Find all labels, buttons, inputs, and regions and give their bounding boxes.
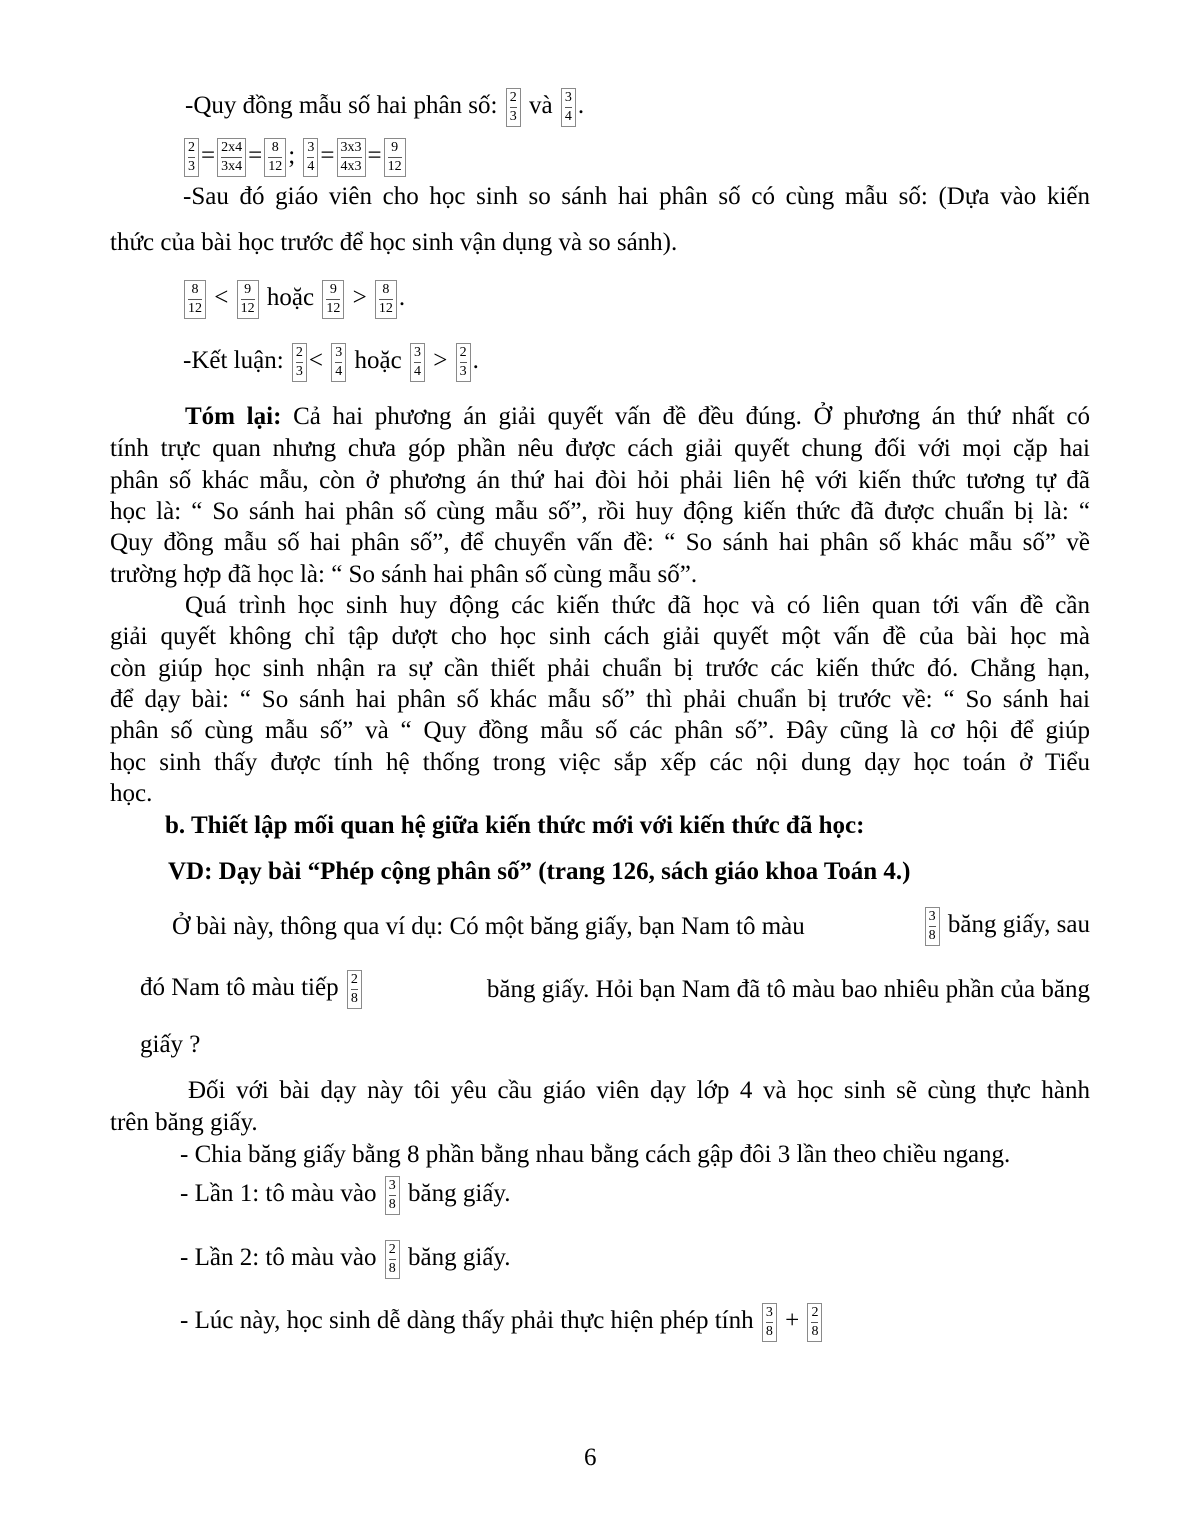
numerator: 3 bbox=[565, 89, 572, 108]
paragraph-line: -Sau đó giáo viên cho học sinh so sánh hai phân số có cùng mẫu số: (Dựa vào kiến bbox=[183, 183, 1090, 210]
denominator: 8 bbox=[388, 1261, 396, 1276]
fraction bbox=[264, 138, 286, 177]
numerator: 8 bbox=[268, 139, 282, 158]
greater-than: > bbox=[433, 347, 448, 375]
text: băng giấy. bbox=[407, 1244, 511, 1272]
numerator: 9 bbox=[241, 281, 255, 300]
denominator: 8 bbox=[928, 928, 936, 943]
example-heading: VD: Dạy bài “Phép cộng phân số” (trang 126, sách giáo khoa Toán 4.) bbox=[168, 858, 911, 885]
numerator: 2 bbox=[351, 971, 358, 990]
denominator: 4 bbox=[413, 364, 421, 379]
paragraph-line: để dạy bài: “ So sánh hai phân số khác mẫu số” thì phải chuẩn bị trước về: “ So sánh hai bbox=[110, 686, 1090, 713]
paragraph-line: Đối với bài dạy này tôi yêu cầu giáo viên dạy lớp 4 và học sinh sẽ cùng thực hành bbox=[188, 1077, 1090, 1104]
fraction bbox=[337, 138, 366, 177]
equals: = bbox=[367, 142, 382, 170]
denominator: 12 bbox=[378, 301, 393, 316]
text: Cả hai phương án giải quyết vấn đề đều đúng. Ở phương án thứ nhất có bbox=[281, 403, 1091, 430]
compare-line bbox=[182, 280, 405, 319]
denominator: 3 bbox=[459, 364, 467, 379]
numerator: 2x4 bbox=[221, 139, 242, 158]
separator: ; bbox=[288, 142, 296, 170]
fraction bbox=[303, 138, 318, 177]
denominator: 8 bbox=[388, 1197, 396, 1212]
page-number: 6 bbox=[584, 1444, 597, 1471]
text: băng giấy. bbox=[407, 1180, 511, 1208]
denominator: 8 bbox=[350, 991, 358, 1006]
denominator: 4x3 bbox=[340, 159, 362, 174]
denominator: 12 bbox=[240, 301, 255, 316]
fraction bbox=[762, 1303, 777, 1342]
paragraph-line: thức của bài học trước để học sinh vận dụng và so sánh). bbox=[110, 229, 678, 256]
text: - Lần 2: tô màu vào bbox=[180, 1244, 377, 1272]
example-line-3: giấy ? bbox=[140, 1031, 201, 1058]
text: Ở bài này, thông qua ví dụ: Có một băng giấy, bạn Nam tô màu bbox=[172, 912, 805, 940]
denominator: 3 bbox=[509, 109, 517, 124]
denominator: 4 bbox=[564, 109, 572, 124]
denominator: 4 bbox=[307, 159, 315, 174]
denominator: 12 bbox=[326, 301, 341, 316]
example-line-2 bbox=[140, 970, 1090, 1009]
numerator: 2 bbox=[460, 344, 467, 363]
denominator: 3 bbox=[188, 159, 195, 174]
conclusion-line bbox=[183, 343, 479, 382]
greater-than: > bbox=[352, 284, 367, 312]
numerator: 8 bbox=[379, 281, 393, 300]
numerator: 3 bbox=[389, 1177, 396, 1196]
paragraph-line: trên băng giấy. bbox=[110, 1109, 258, 1136]
paragraph-line: phân số cùng mẫu số” và “ Quy đồng mẫu số các phân số”. Đây cũng là cơ hội để giúp bbox=[110, 717, 1090, 744]
paragraph-line: còn giúp học sinh nhận ra sự cần thiết phải chuẩn bị trước các kiến thức đó. Chẳng hạn, bbox=[110, 655, 1090, 682]
numerator: 2 bbox=[188, 139, 195, 158]
numerator: 8 bbox=[188, 281, 202, 300]
summary-line: tính trực quan nhưng chưa góp phần nêu được cách giải quyết chung đối với mọi cặp hai bbox=[110, 435, 1090, 462]
summary-line: trường hợp đã học là: “ So sánh hai phân số cùng mẫu số”. bbox=[110, 561, 698, 588]
section-heading: b. Thiết lập mối quan hệ giữa kiến thức mới với kiến thức đã học: bbox=[165, 812, 865, 839]
text: -Quy đồng mẫu số hai phân số: bbox=[185, 92, 498, 120]
text: đó Nam tô màu tiếp bbox=[140, 974, 339, 1002]
text: . bbox=[577, 92, 585, 120]
denominator: 12 bbox=[268, 159, 283, 174]
summary-line: Quy đồng mẫu số hai phân số”, để chuyển vấn đề: “ So sánh hai phân số khác mẫu số” về bbox=[110, 529, 1090, 556]
fraction bbox=[347, 970, 362, 1009]
paragraph-line: học. bbox=[110, 780, 153, 807]
fraction bbox=[456, 343, 471, 382]
fraction bbox=[561, 88, 576, 127]
paragraph-line: học sinh thấy được tính hệ thống trong việc sắp xếp các nội dung dạy học toán ở Tiểu bbox=[110, 749, 1090, 776]
denominator: 12 bbox=[387, 159, 402, 174]
example-line-1 bbox=[172, 907, 1090, 946]
step-2 bbox=[180, 1176, 511, 1215]
denominator: 8 bbox=[765, 1324, 773, 1339]
denominator: 3 bbox=[295, 364, 303, 379]
paragraph-line: giải quyết không chỉ tập dượt cho học sinh cách giải quyết một vấn đề của bài học mà bbox=[110, 623, 1090, 650]
line-quy-dong bbox=[185, 88, 584, 127]
text: - Lúc này, học sinh dễ dàng thấy phải thực hiện phép tính bbox=[180, 1307, 754, 1335]
text: băng giấy. Hỏi bạn Nam đã tô màu bao nhiêu phần của băng bbox=[486, 975, 1090, 1003]
fraction bbox=[375, 280, 397, 319]
text: . bbox=[398, 284, 406, 312]
denominator: 3x4 bbox=[221, 159, 243, 174]
summary-label: Tóm lại: bbox=[185, 403, 282, 430]
text: . bbox=[472, 347, 479, 375]
fraction bbox=[184, 280, 206, 319]
step-4 bbox=[180, 1303, 824, 1342]
less-than: < bbox=[308, 347, 324, 375]
fraction bbox=[331, 343, 346, 382]
numerator: 3 bbox=[766, 1304, 773, 1323]
fraction bbox=[384, 138, 406, 177]
text: - Lần 1: tô màu vào bbox=[180, 1180, 377, 1208]
plus: + bbox=[785, 1307, 800, 1335]
numerator: 3 bbox=[335, 344, 342, 363]
numerator: 3 bbox=[307, 139, 314, 158]
numerator: 2 bbox=[296, 344, 303, 363]
summary-first-line bbox=[185, 402, 1090, 432]
equals: = bbox=[201, 142, 216, 170]
fraction bbox=[385, 1176, 400, 1215]
numerator: 9 bbox=[388, 139, 402, 158]
text: băng giấy, sau bbox=[947, 911, 1090, 939]
denominator: 12 bbox=[188, 301, 202, 316]
text: hoặc bbox=[266, 284, 315, 312]
equation-line bbox=[182, 138, 408, 177]
fraction bbox=[237, 280, 259, 319]
equals: = bbox=[320, 142, 335, 170]
numerator: 3 bbox=[929, 908, 936, 927]
fraction bbox=[385, 1240, 400, 1279]
step-1: - Chia băng giấy bằng 8 phần bằng nhau bằng cách gập đôi 3 lần theo chiều ngang. bbox=[180, 1141, 1011, 1168]
denominator: 4 bbox=[335, 364, 343, 379]
paragraph-line: Quá trình học sinh huy động các kiến thức đã học và có liên quan tới vấn đề cần bbox=[185, 592, 1090, 619]
numerator: 9 bbox=[326, 281, 340, 300]
denominator: 8 bbox=[811, 1324, 819, 1339]
summary-line: phân số khác mẫu, còn ở phương án thứ hai đòi hỏi phải liên hệ với kiến thức tương tự đã bbox=[110, 467, 1090, 494]
numerator: 3 bbox=[414, 344, 421, 363]
numerator: 3x3 bbox=[341, 139, 362, 158]
step-3 bbox=[180, 1240, 511, 1279]
fraction bbox=[925, 907, 940, 946]
numerator: 2 bbox=[811, 1304, 818, 1323]
text: -Kết luận: bbox=[183, 347, 284, 375]
text: hoặc bbox=[354, 347, 402, 375]
fraction bbox=[506, 88, 521, 127]
fraction bbox=[217, 138, 246, 177]
text: và bbox=[528, 92, 553, 120]
summary-line: học là: “ So sánh hai phân số cùng mẫu số”, rồi huy động kiến thức đã được chuẩn bị là: “ bbox=[110, 498, 1090, 525]
equals: = bbox=[248, 142, 263, 170]
less-than: < bbox=[214, 284, 229, 312]
fraction bbox=[322, 280, 344, 319]
numerator: 2 bbox=[510, 89, 517, 108]
fraction bbox=[807, 1303, 822, 1342]
fraction bbox=[292, 343, 307, 382]
fraction bbox=[410, 343, 425, 382]
numerator: 2 bbox=[389, 1241, 396, 1260]
fraction bbox=[184, 138, 199, 177]
